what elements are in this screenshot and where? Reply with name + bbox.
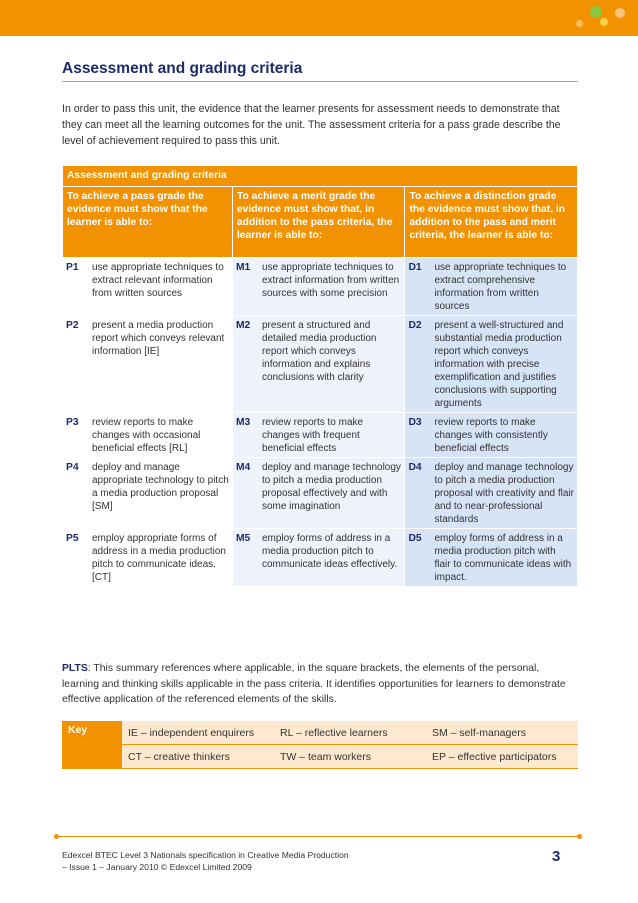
criteria-row — [63, 258, 578, 316]
distinction-criterion: employ forms of address in a media production pitch with flair to communicate ideas with impact. — [434, 533, 572, 583]
merit-code: M1 — [235, 262, 251, 273]
decor-circle-green — [590, 6, 602, 18]
key-row — [62, 721, 578, 745]
page-title: Assessment and grading criteria — [62, 60, 578, 82]
criteria-table-header-row — [63, 187, 578, 258]
distinction-criterion: deploy and manage technology to pitch a media production proposal with creativity and flair and to near-professional standards — [434, 462, 574, 525]
footer-rule — [56, 836, 580, 837]
distinction-criterion: use appropriate techniques to extract comprehensive information from written sources — [434, 262, 567, 312]
key-item: CT – creative thinkers — [122, 745, 274, 769]
criteria-table-caption-row — [63, 166, 578, 187]
key-item: IE – independent enquirers — [122, 721, 274, 745]
distinction-cell — [405, 413, 578, 458]
plts-text: : This summary references where applicable, in the square brackets, the elements of the personal, learning and thinking skills applicable in the pass criteria. It identifies opportunities for learners to demonstrate effective application of the referenced elements of the skills. — [62, 663, 566, 705]
merit-criterion: review reports to make changes with frequent beneficial effects — [261, 417, 364, 454]
distinction-code: D1 — [408, 262, 422, 273]
pass-criterion: review reports to make changes with occasional beneficial effects [RL] — [92, 417, 201, 454]
distinction-cell — [405, 258, 578, 316]
pass-cell — [63, 258, 233, 316]
plts-note — [62, 661, 578, 708]
header-merit: To achieve a merit grade the evidence must show that, in addition to the pass criteria, the learner is able to: — [232, 187, 405, 258]
distinction-code: D4 — [408, 462, 422, 473]
key-table — [62, 721, 578, 769]
merit-code: M2 — [235, 320, 251, 331]
distinction-code: D5 — [408, 533, 422, 544]
intro-paragraph: In order to pass this unit, the evidence that the learner presents for assessment needs to demonstrate that they can meet all the learning outcomes for the unit. The assessment criteria for a pass grade describe the level of achievement required to pass this unit. — [62, 103, 561, 147]
merit-cell — [232, 316, 405, 413]
criteria-row — [63, 458, 578, 529]
pass-cell — [63, 529, 233, 587]
key-item: RL – reflective learners — [274, 721, 426, 745]
criteria-table-caption: Assessment and grading criteria — [63, 166, 578, 187]
pass-cell — [63, 316, 233, 413]
decor-circle-light — [615, 8, 625, 18]
merit-criterion: employ forms of address in a media production pitch to communicate ideas effectively. — [261, 533, 398, 570]
distinction-code: D3 — [408, 417, 422, 428]
footer-line-2: – Issue 1 – January 2010 © Edexcel Limited 2009 — [62, 862, 252, 872]
page-number: 3 — [552, 848, 561, 865]
merit-cell — [232, 529, 405, 587]
key-item: SM – self-managers — [426, 721, 578, 745]
key-item: TW – team workers — [274, 745, 426, 769]
merit-code: M5 — [235, 533, 251, 544]
merit-cell — [232, 258, 405, 316]
decor-circle-yellow — [600, 18, 608, 26]
merit-criterion: use appropriate techniques to extract information from written sources with some precision — [261, 262, 400, 299]
merit-code: M4 — [235, 462, 251, 473]
pass-criterion: employ appropriate forms of address in a media production pitch to communicate ideas. [CT] — [92, 533, 226, 583]
criteria-row — [63, 316, 578, 413]
decor-circle-light2 — [576, 20, 583, 27]
pass-criterion: present a media production report which conveys relevant information [IE] — [92, 320, 225, 357]
pass-criterion: use appropriate techniques to extract relevant information from written sources — [92, 262, 224, 299]
distinction-code: D2 — [408, 320, 422, 331]
distinction-cell — [405, 458, 578, 529]
merit-code: M3 — [235, 417, 251, 428]
footer-dot-right — [577, 834, 582, 839]
criteria-row — [63, 529, 578, 587]
pass-code: P5 — [66, 533, 79, 544]
header-distinction: To achieve a distinction grade the evidence must show that, in addition to the pass and merit criteria, the learner is able to: — [405, 187, 578, 258]
header-pass: To achieve a pass grade the evidence must show that the learner is able to: — [63, 187, 233, 258]
pass-code: P4 — [66, 462, 79, 473]
pass-cell — [63, 413, 233, 458]
distinction-cell — [405, 529, 578, 587]
footer-line-1: Edexcel BTEC Level 3 Nationals specification in Creative Media Production — [62, 850, 349, 860]
merit-criterion: deploy and manage technology to pitch a media production proposal effectively and with some imagination — [261, 462, 401, 512]
distinction-criterion: present a well-structured and substantial media production report which conveys information with precise exemplification and justifies conclusions with supporting arguments — [434, 320, 564, 409]
pass-criterion: deploy and manage appropriate technology to pitch a media production proposal [SM] — [92, 462, 229, 512]
key-item: EP – effective participators — [426, 745, 578, 769]
key-label: Key — [62, 721, 122, 769]
key-row — [62, 745, 578, 769]
plts-label: PLTS — [62, 663, 88, 674]
pass-code: P2 — [66, 320, 79, 331]
pass-code: P1 — [66, 262, 79, 273]
merit-cell — [232, 458, 405, 529]
distinction-criterion: review reports to make changes with consistently beneficial effects — [434, 417, 548, 454]
merit-criterion: present a structured and detailed media production report which conveys information and explains conclusions with clarity — [261, 320, 377, 383]
criteria-table — [62, 165, 578, 587]
pass-code: P3 — [66, 417, 79, 428]
footer-text — [62, 849, 392, 873]
merit-cell — [232, 413, 405, 458]
pass-cell — [63, 458, 233, 529]
distinction-cell — [405, 316, 578, 413]
criteria-row — [63, 413, 578, 458]
top-orange-bar — [0, 0, 638, 36]
